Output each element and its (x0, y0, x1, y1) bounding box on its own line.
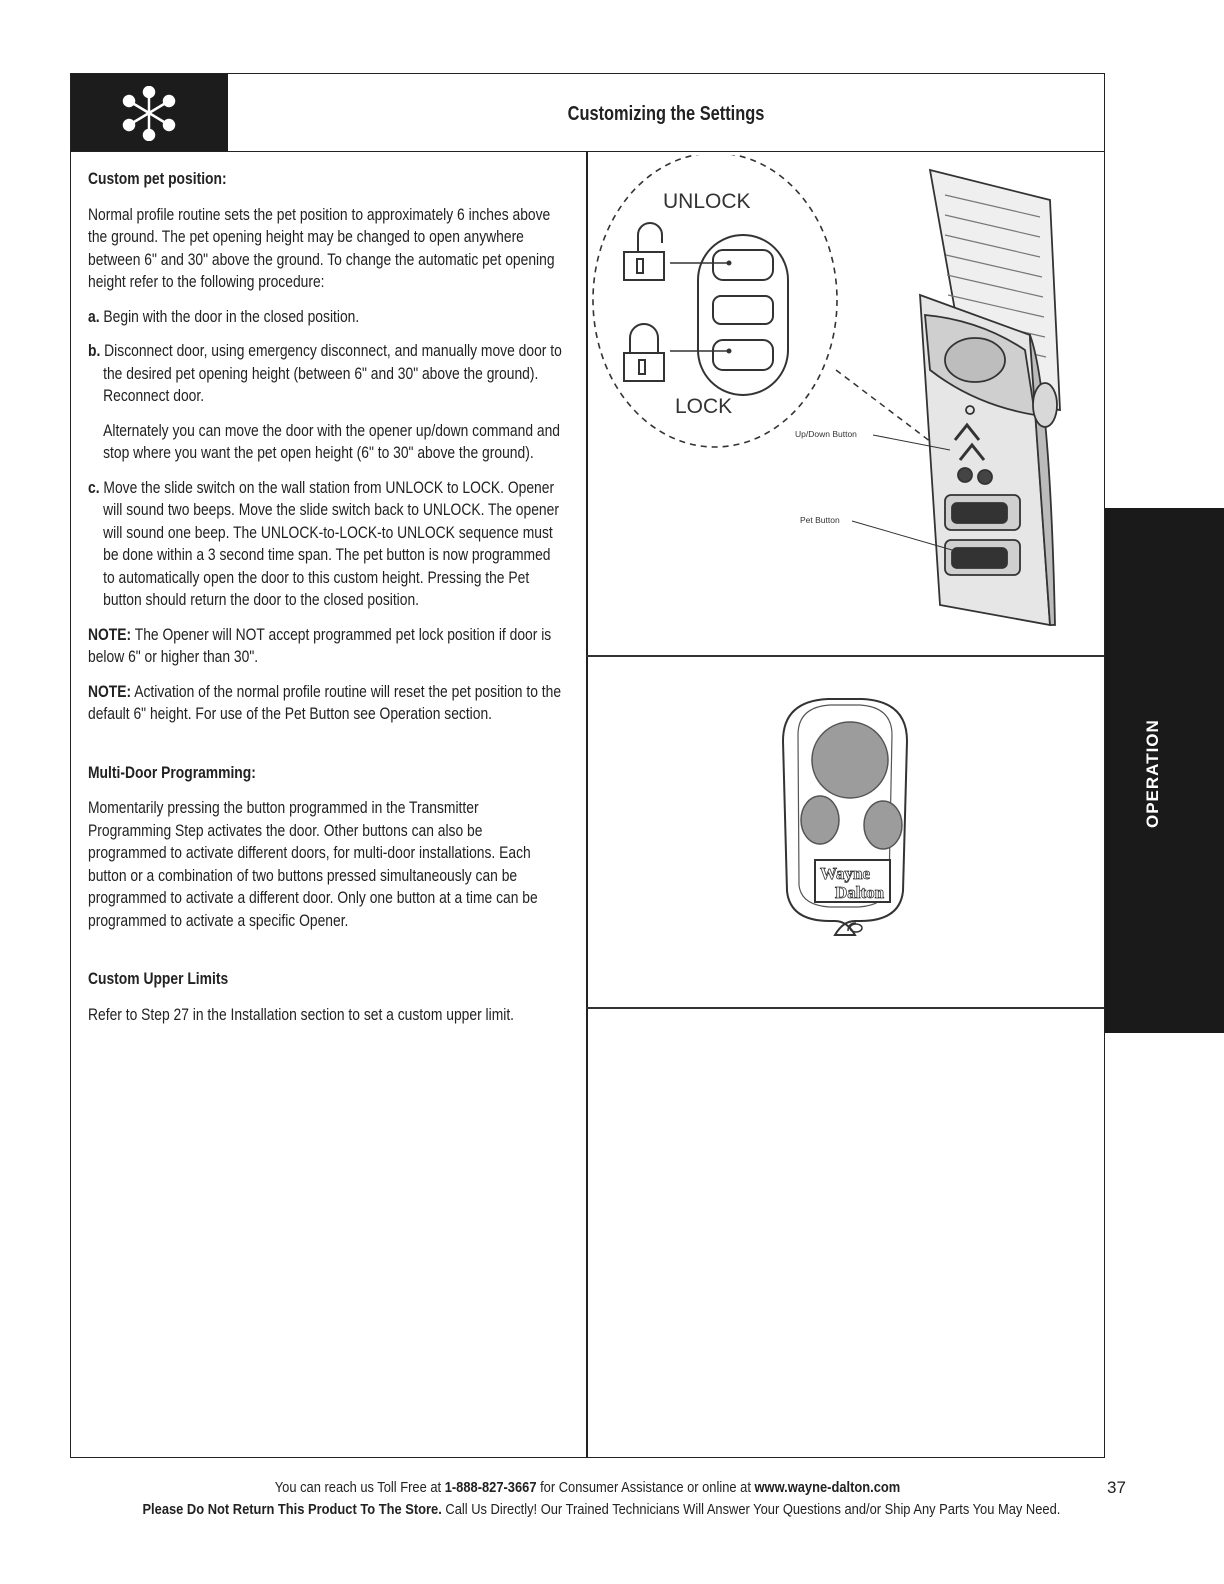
note (88, 624, 563, 669)
step-text: Disconnect door, using emergency disconnect, and manually move door to the desired pet opening height (between 6" and 30" above the ground). Reconnect door. (100, 342, 562, 405)
section-header (71, 74, 1104, 152)
step-text: Begin with the door in the closed position. (99, 307, 360, 326)
footer-notice-line: Please Do Not Return This Product To The Store. Call Us Directly! Our Trained Technicians Will Answer Your Questions and/or Ship Any Parts You May Need. (142, 1501, 1061, 1518)
step-marker: c. (88, 478, 100, 497)
paragraph: Momentarily pressing the button programmed in the Transmitter Programming Step activates the door. Other buttons can also be programmed to activate different doors, for multi-door installations. Each button or a combination of two buttons pressed simultaneously can be programmed to activate a different door. Only one button at a time can be programmed to activate a specific Opener. (88, 799, 538, 930)
step-a (88, 306, 563, 329)
figure-divider (586, 655, 1104, 657)
remote-large-button (812, 722, 888, 798)
wall-station-illustration (590, 155, 1100, 635)
note-label: NOTE: (88, 682, 132, 701)
note-text: The Opener will NOT accept programmed pet lock position if door is below 6" or higher than 30". (88, 625, 552, 666)
footer-contact-line: You can reach us Toll Free at 1-888-827-3667 for Consumer Assistance or online at www.wayne-dalton.com (274, 1479, 901, 1496)
instructions-column (88, 168, 563, 1038)
section-tab (1105, 508, 1224, 1033)
snowflake-cluster-icon (119, 86, 179, 141)
updown-button-label: Up/Down Button (795, 429, 857, 439)
section-heading: Custom Upper Limits (88, 970, 229, 988)
slide-switch (698, 235, 788, 395)
step-text: Move the slide switch on the wall station from UNLOCK to LOCK. Opener will sound two beeps. Move the slide switch back to UNLOCK. The opener will sound one beep. The UNLOCK-to-LOCK-to UNLOCK sequence must be done within a 3 second time span. The pet button is now programmed to automatically open the door to this custom height. Pressing the Pet button should return the door to the closed position. (99, 478, 559, 609)
section-heading: Multi-Door Programming: (88, 763, 256, 782)
step-b-note: Alternately you can move the door with the opener up/down command and stop where you want the pet open height (6" to 30" above the ground). (103, 421, 561, 462)
wayne-dalton-logo (815, 860, 890, 902)
section-tab-label: OPERATION (1143, 719, 1162, 828)
paragraph: Normal profile routine sets the pet position to approximately 6 inches above the ground. The pet opening height may be changed to open anywhere between 6" and 30" above the ground. To change the automatic pet opening height refer to the following procedure: (88, 205, 555, 291)
locked-padlock-icon (624, 324, 664, 381)
step-marker: a. (88, 307, 100, 326)
section-heading: Custom pet position: (88, 170, 227, 188)
unlocked-padlock-icon (624, 223, 664, 280)
step-marker: b. (88, 342, 101, 360)
pet-button-label: Pet Button (800, 515, 840, 525)
column-divider (586, 152, 588, 1457)
step-b (88, 340, 563, 408)
svg-text:Wayne: Wayne (820, 864, 871, 883)
unlock-label: UNLOCK (663, 190, 751, 213)
page-number: 37 (1107, 1478, 1126, 1497)
note-text: Activation of the normal profile routine will reset the pet position to the default 6" height. For use of the Pet Button see Operation section. (88, 682, 562, 723)
phone-number: 1-888-827-3667 (444, 1479, 537, 1496)
remote-right-button (864, 801, 902, 849)
remote-transmitter-illustration (780, 695, 910, 945)
website-link[interactable]: www.wayne-dalton.com (754, 1479, 901, 1496)
wall-station-unit (920, 170, 1060, 625)
note (88, 681, 563, 726)
paragraph: Refer to Step 27 in the Installation section to set a custom upper limit. (88, 1005, 515, 1024)
note-label: NOTE: (88, 625, 132, 644)
lock-label: LOCK (675, 395, 733, 418)
remote-left-button (801, 796, 839, 844)
footer (70, 1477, 1105, 1521)
figure-divider (586, 1007, 1104, 1009)
logo-block (71, 74, 228, 151)
svg-text:Dalton: Dalton (835, 883, 885, 902)
page-title: Customizing the Settings (567, 103, 765, 125)
step-c (88, 477, 563, 612)
